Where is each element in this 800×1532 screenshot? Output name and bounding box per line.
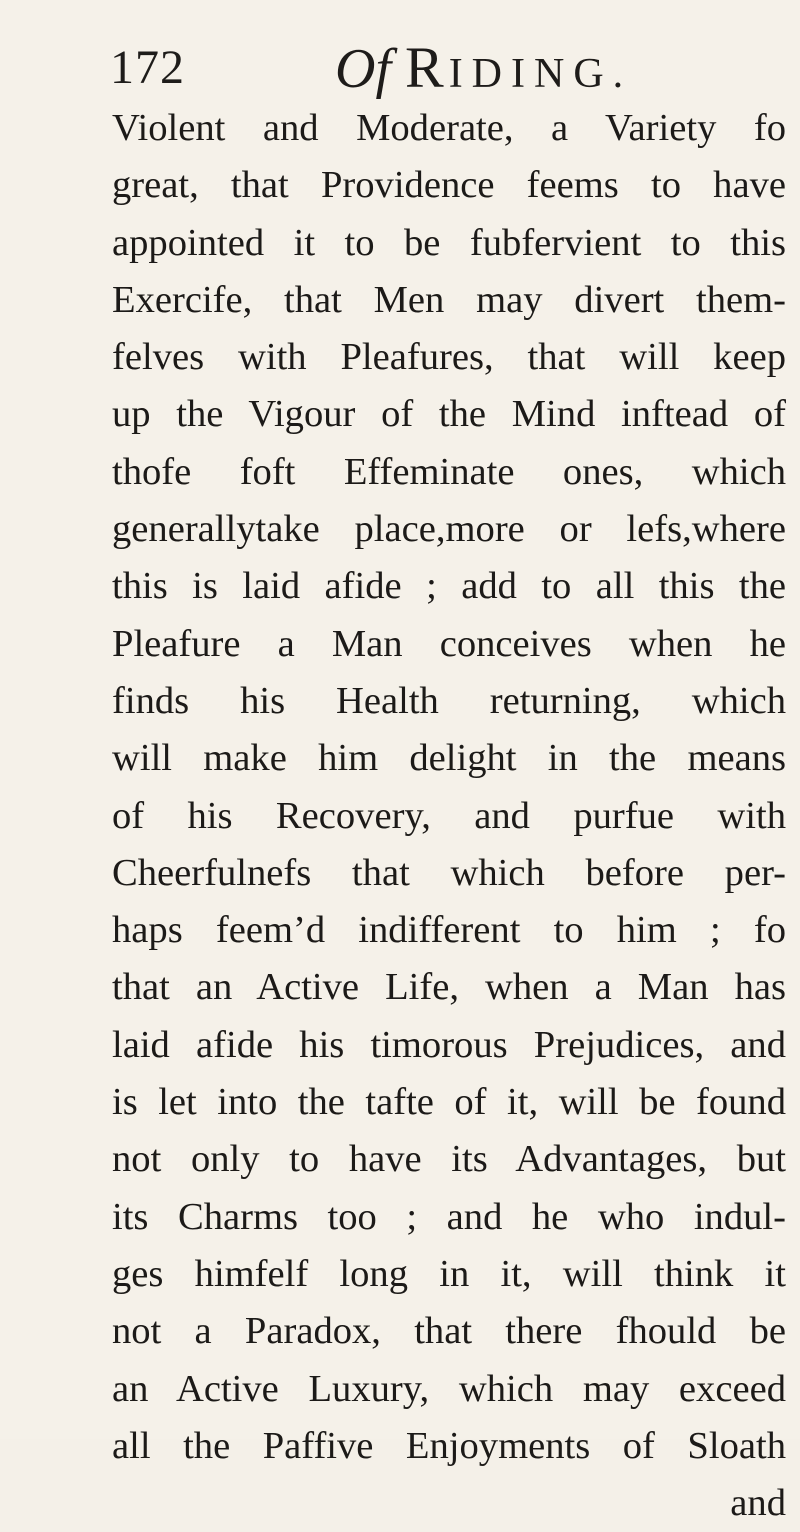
- text-line: not only to have its Advantages, but: [112, 1138, 786, 1181]
- text-line: Pleafure a Man conceives when he: [112, 622, 786, 665]
- page-header: [110, 28, 710, 98]
- running-head-rest: IDING.: [448, 51, 633, 97]
- body-text: [112, 100, 786, 1532]
- text-line: not a Paradox, that there fhould be: [112, 1310, 786, 1353]
- text-line: of his Recovery, and purfue with: [112, 794, 786, 837]
- text-line: this is laid afide ; add to all this the: [112, 565, 786, 608]
- text-line: haps feem’d indifferent to him ; fo: [112, 909, 786, 952]
- text-line: will make him delight in the means: [112, 737, 786, 780]
- text-line: Cheerfulnefs that which before per-: [112, 851, 786, 894]
- running-head-initial: R: [405, 35, 449, 100]
- text-line: appointed it to be fubfervient to this: [112, 221, 786, 264]
- text-line: Violent and Moderate, a Variety fo: [112, 107, 786, 149]
- text-line: finds his Health returning, which: [112, 679, 786, 722]
- text-line: felves with Pleafures, that will keep: [112, 336, 786, 379]
- text-line: an Active Luxury, which may exceed: [112, 1367, 786, 1410]
- text-line: laid afide his timorous Prejudices, and: [112, 1023, 786, 1066]
- text-line: its Charms too ; and he who indul-: [112, 1195, 786, 1238]
- text-line: ges himfelf long in it, will think it: [112, 1252, 786, 1295]
- text-line: all the Paffive Enjoyments of Sloath: [112, 1424, 786, 1467]
- text-line: up the Vigour of the Mind inftead of: [112, 393, 786, 436]
- page-number: 172: [110, 41, 185, 94]
- catchword: and: [730, 1482, 786, 1525]
- text-line: Exercife, that Men may divert them-: [112, 278, 786, 321]
- text-line: thofe foft Effeminate ones, which: [112, 450, 786, 493]
- text-line: generallytake place,more or lefs,where: [112, 508, 786, 551]
- text-line: that an Active Life, when a Man has: [112, 966, 786, 1009]
- text-line: great, that Providence feems to have: [112, 164, 786, 207]
- text-line: is let into the tafte of it, will be found: [112, 1081, 786, 1124]
- running-head: [335, 34, 632, 101]
- running-head-of: Of: [335, 38, 391, 100]
